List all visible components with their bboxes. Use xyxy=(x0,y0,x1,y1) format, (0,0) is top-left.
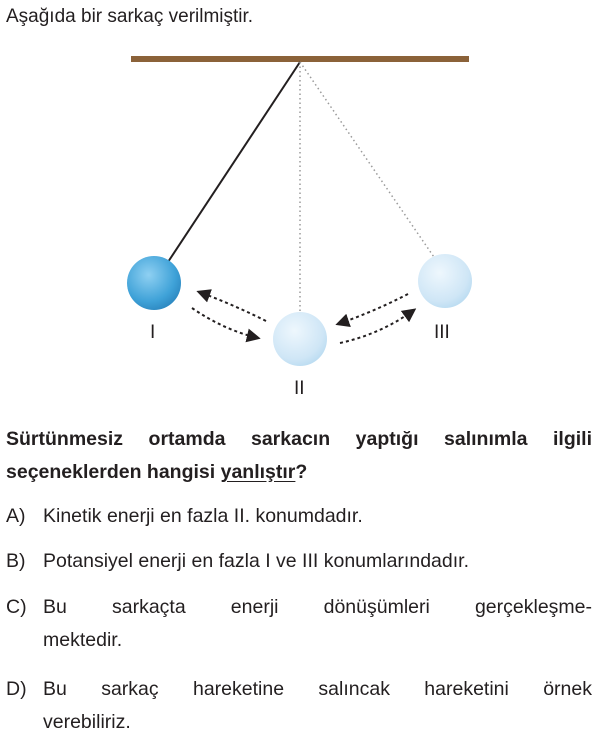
option-c-text-line1: Bu sarkaçta enerji dönüşümleri gerçekleşme- xyxy=(43,596,592,618)
bob-II xyxy=(273,312,327,366)
question-text xyxy=(6,423,592,489)
bob-I xyxy=(127,256,181,310)
arrow-II-to-III xyxy=(340,310,414,343)
option-a-text: Kinetik enerji en fazla II. konumdadır. xyxy=(43,505,363,527)
string-I xyxy=(168,62,300,262)
option-d[interactable] xyxy=(6,673,592,739)
arrow-II-to-I xyxy=(199,292,266,321)
option-c[interactable] xyxy=(6,591,592,657)
option-a-letter: A) xyxy=(6,505,26,527)
bob-III xyxy=(418,254,472,308)
intro-text: Aşağıda bir sarkaç verilmiştir. xyxy=(6,6,254,27)
label-position-III: III xyxy=(434,322,450,343)
option-d-letter: D) xyxy=(6,678,27,700)
label-position-I: I xyxy=(150,322,156,343)
option-c-text-line2: mektedir. xyxy=(43,629,123,651)
option-c-letter: C) xyxy=(6,596,27,618)
question-mark: ? xyxy=(295,461,308,483)
string-III xyxy=(300,62,436,260)
option-d-text-line2: verebiliriz. xyxy=(43,711,131,733)
question-underlined-word: yanlıştır xyxy=(220,461,296,483)
option-a[interactable] xyxy=(6,500,592,533)
option-b-letter: B) xyxy=(6,550,26,572)
option-b[interactable] xyxy=(6,545,592,578)
label-position-II: II xyxy=(294,378,305,399)
question-main: Sürtünmesiz ortamda sarkacın yaptığı salınımla ilgili seçeneklerden hangisi xyxy=(6,428,592,483)
arrow-III-to-II xyxy=(338,294,408,324)
option-d-text-line1: Bu sarkaç hareketine salıncak hareketini örnek xyxy=(43,678,592,700)
ceiling-bar xyxy=(131,56,469,62)
option-b-text: Potansiyel enerji en fazla I ve III konumlarındadır. xyxy=(43,550,469,572)
